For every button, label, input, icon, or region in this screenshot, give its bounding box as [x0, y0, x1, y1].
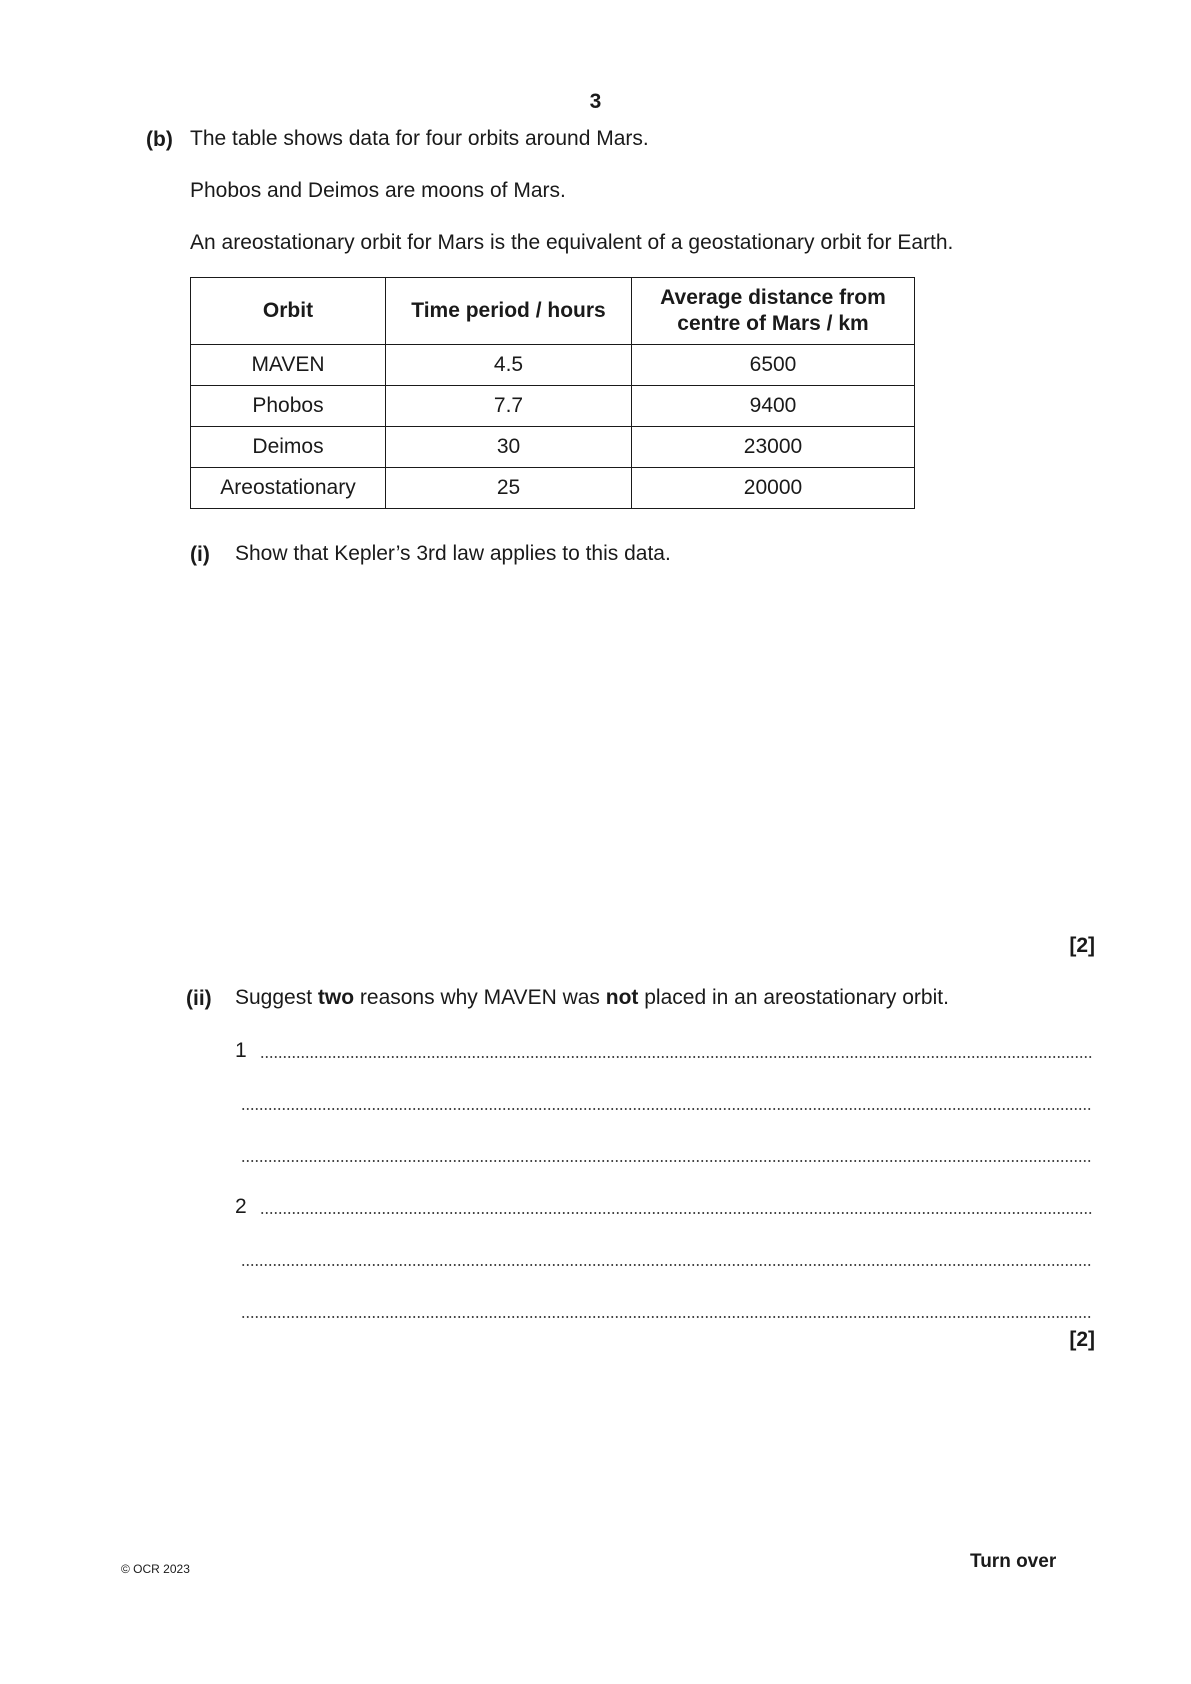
answer-line-2c[interactable] [241, 1315, 1092, 1319]
header-time-period: Time period / hours [386, 278, 632, 345]
orbits-table [190, 277, 915, 509]
cell-orbit: Deimos [191, 427, 386, 468]
answer-number-2: 2 [235, 1195, 247, 1218]
cell-orbit: MAVEN [191, 345, 386, 386]
q-ii-text-3: placed in an areostationary orbit. [638, 986, 949, 1009]
header-average-distance-line2: centre of Mars / km [677, 312, 869, 335]
question-i-text: Show that Kepler’s 3rd law applies to this data. [235, 542, 671, 565]
cell-distance: 6500 [632, 345, 915, 386]
cell-distance: 20000 [632, 468, 915, 509]
table-row [191, 427, 915, 468]
part-b-label: (b) [146, 128, 173, 151]
table-row [191, 468, 915, 509]
answer-line-2a[interactable] [260, 1211, 1092, 1215]
cell-time-period: 25 [386, 468, 632, 509]
q-ii-text-2: reasons why MAVEN was [354, 986, 606, 1009]
marks-ii: [2] [1069, 1328, 1095, 1351]
answer-space-i[interactable] [235, 580, 1095, 920]
part-b-moons: Phobos and Deimos are moons of Mars. [190, 179, 566, 202]
answer-number-1: 1 [235, 1039, 247, 1062]
header-orbit: Orbit [191, 278, 386, 345]
cell-time-period: 4.5 [386, 345, 632, 386]
cell-distance: 9400 [632, 386, 915, 427]
table-row [191, 345, 915, 386]
cell-orbit: Areostationary [191, 468, 386, 509]
cell-orbit: Phobos [191, 386, 386, 427]
answer-line-1c[interactable] [241, 1159, 1092, 1163]
answer-line-2b[interactable] [241, 1263, 1092, 1267]
question-ii-text [235, 985, 949, 1011]
header-average-distance-line1: Average distance from [660, 286, 886, 309]
copyright-notice: © OCR 2023 [121, 1562, 190, 1576]
q-ii-emph-two: two [317, 986, 355, 1009]
answer-line-1a[interactable] [260, 1055, 1092, 1059]
cell-distance: 23000 [632, 427, 915, 468]
q-ii-emph-not: not [605, 986, 639, 1009]
question-i-label: (i) [190, 543, 210, 566]
marks-i: [2] [1069, 934, 1095, 957]
answer-line-1b[interactable] [241, 1107, 1092, 1111]
header-average-distance [632, 278, 915, 345]
part-b-intro: The table shows data for four orbits around Mars. [190, 127, 649, 150]
cell-time-period: 30 [386, 427, 632, 468]
cell-time-period: 7.7 [386, 386, 632, 427]
question-ii-label: (ii) [186, 987, 212, 1010]
table-row [191, 386, 915, 427]
turn-over-label: Turn over [970, 1551, 1057, 1572]
page-number: 3 [589, 90, 602, 113]
table-header-row [191, 278, 915, 345]
q-ii-text-1: Suggest [235, 986, 318, 1009]
part-b-areostationary: An areostationary orbit for Mars is the equivalent of a geostationary orbit for Earth. [190, 231, 954, 254]
